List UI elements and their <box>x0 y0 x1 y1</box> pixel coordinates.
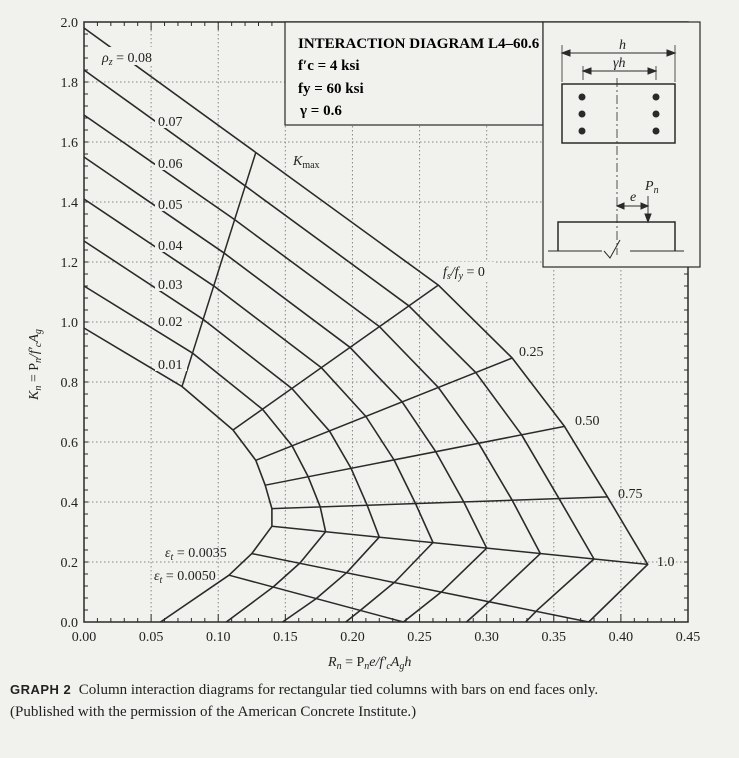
y-tick-label: 0.4 <box>60 496 78 511</box>
x-tick-label: 0.45 <box>675 630 701 645</box>
rho-label-0.06: 0.06 <box>158 157 183 172</box>
y-tick-label: 0.0 <box>60 616 78 631</box>
strain-0.0050-label: $\varepsilon_t = 0.0050$ <box>154 569 216 586</box>
chart-title: INTERACTION DIAGRAM L4–60.6 <box>298 36 540 52</box>
strain-0.0035-label: $\varepsilon_t = 0.0035$ <box>165 546 227 563</box>
rho-label-0.04: 0.04 <box>158 239 183 254</box>
fs-fy-0.50-label: 0.50 <box>575 414 600 429</box>
y-tick-label: 1.2 <box>60 256 78 271</box>
section-h-label: h <box>619 38 626 53</box>
y-tick-label: 0.2 <box>60 556 78 571</box>
caption-line-2: (Published with the permission of the American Concrete Institute.) <box>10 704 417 720</box>
reference-line-7 <box>229 575 403 622</box>
rho-curve-0.03 <box>84 241 379 622</box>
y-axis-label: $K_n = P_n/f'_cA_g$ <box>27 329 44 400</box>
y-tick-label: 1.8 <box>60 76 78 91</box>
x-tick-label: 0.05 <box>138 630 164 645</box>
reference-line-5 <box>272 526 648 564</box>
fs-fy-1.0-label: 1.0 <box>657 555 675 570</box>
kmax-label: $K_{max}$ <box>293 154 320 171</box>
caption-label: GRAPH 2 <box>10 682 72 697</box>
section-e-label: e <box>630 190 637 205</box>
y-tick-label: 1.0 <box>60 316 78 331</box>
fs-fy-0.75-label: 0.75 <box>618 487 643 502</box>
x-tick-label: 0.20 <box>340 630 365 645</box>
y-tick-label: 1.4 <box>60 196 78 211</box>
reference-line-3 <box>265 426 564 485</box>
section-gamma-h-label: γh <box>613 56 626 71</box>
x-tick-label: 0.25 <box>407 630 432 645</box>
section-pn-label: $P_n$ <box>645 179 659 196</box>
x-tick-label: 0.40 <box>608 630 634 645</box>
fs-fy-0.25-label: 0.25 <box>519 345 544 360</box>
x-tick-label: 0.35 <box>541 630 567 645</box>
x-tick-label: 0.10 <box>205 630 231 645</box>
fs-fy-0-label: $f_s/f_y = 0$ <box>443 265 485 282</box>
param-fy: fy = 60 ksi <box>298 81 364 97</box>
reference-line-1 <box>233 285 438 430</box>
y-tick-label: 0.8 <box>60 376 78 391</box>
reference-line-4 <box>272 497 608 509</box>
rho-curve-0.07 <box>84 70 594 622</box>
y-tick-label: 1.6 <box>60 136 78 151</box>
x-tick-label: 0.15 <box>273 630 298 645</box>
y-tick-label: 0.6 <box>60 436 78 451</box>
rho-label-0.08: $\rho_z = 0.08$ <box>102 51 153 68</box>
rho-label-0.05: 0.05 <box>158 198 183 213</box>
param-fc: f′c = 4 ksi <box>298 58 360 74</box>
x-tick-label: 0.00 <box>71 630 97 645</box>
rho-label-0.03: 0.03 <box>158 278 183 293</box>
rho-label-0.07: 0.07 <box>158 115 183 130</box>
x-tick-label: 0.30 <box>474 630 499 645</box>
x-axis-label: $R_n = P_ne/f'_cA_gh$ <box>328 655 412 672</box>
reference-line-6 <box>252 554 589 622</box>
caption-line-1 <box>10 682 598 699</box>
rho-label-0.02: 0.02 <box>158 315 183 330</box>
y-tick-label: 2.0 <box>60 16 78 31</box>
param-gamma: γ = 0.6 <box>300 103 342 119</box>
caption-text: Column interaction diagrams for rectangular tied columns with bars on end faces only. <box>78 682 599 698</box>
legend-box <box>285 22 543 125</box>
rho-label-0.01: 0.01 <box>158 358 183 373</box>
